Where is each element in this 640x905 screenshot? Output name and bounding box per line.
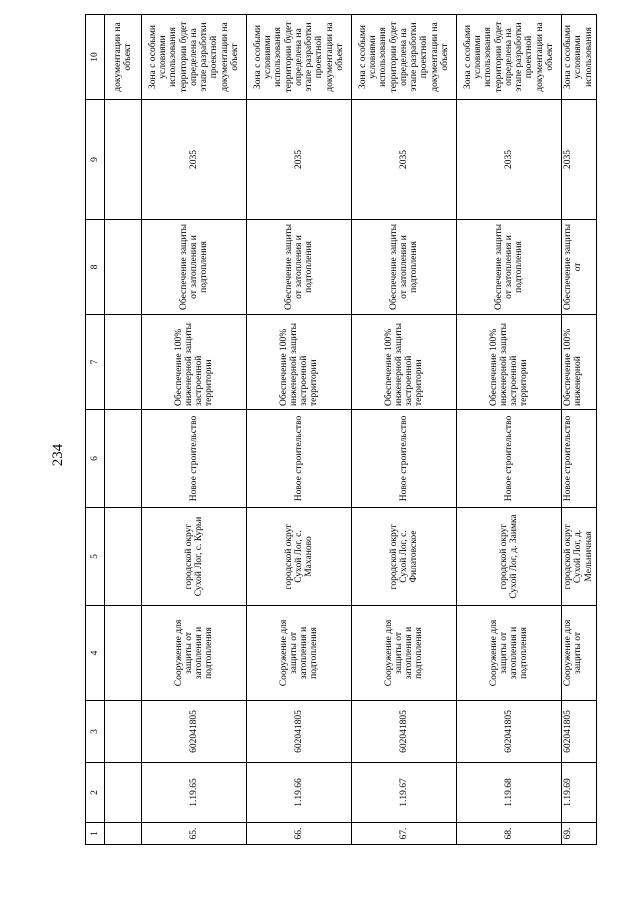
objects-table xyxy=(85,14,597,845)
row-oktmo: 602041805 xyxy=(457,701,562,763)
row-characteristic: Обеспечение защиты от xyxy=(562,220,597,315)
row-object: Сооружение для защиты от xyxy=(562,606,597,701)
page-number: 234 xyxy=(50,443,66,467)
row-zone: Зона с особыми условиями использования территории будет определена на этапе разработки проектной документации на объект xyxy=(142,15,247,100)
column-number: 2 xyxy=(86,763,105,823)
row-object: Сооружение для защиты от затопления и подтопления xyxy=(247,606,352,701)
row-location: городской округ Сухой Лог, д. Заимка xyxy=(457,508,562,606)
column-number: 8 xyxy=(86,220,105,315)
row-purpose: Обеспечение 100% инженерной защиты застроенной территории xyxy=(142,315,247,410)
row-type: Новое строительство xyxy=(247,410,352,508)
row-code: 1.19.66 xyxy=(247,763,352,823)
row-year: 2035 xyxy=(457,100,562,220)
row-number: 65. xyxy=(142,823,247,845)
row-type: Новое строительство xyxy=(352,410,457,508)
row-code: 1.19.69 xyxy=(562,763,597,823)
column-number: 9 xyxy=(86,100,105,220)
row-number: 68. xyxy=(457,823,562,845)
table-row xyxy=(457,15,562,845)
row-zone: Зона с особыми условиями использования территории будет определена на этапе разработки проектной документации на объект xyxy=(457,15,562,100)
row-number: 66. xyxy=(247,823,352,845)
continuation-cell: документации на объект xyxy=(105,15,142,100)
row-characteristic: Обеспечение защиты от затопления и подтопления xyxy=(457,220,562,315)
row-location: городской округ Сухой Лог, с. Филатовское xyxy=(352,508,457,606)
row-number: 67. xyxy=(352,823,457,845)
rotated-table-container xyxy=(85,15,594,845)
row-purpose: Обеспечение 100% инженерной защиты застроенной территории xyxy=(352,315,457,410)
row-zone: Зона с особыми условиями использования территории будет определена на этапе разработки проектной документации на объект xyxy=(352,15,457,100)
row-characteristic: Обеспечение защиты от затопления и подтопления xyxy=(352,220,457,315)
row-code: 1.19.68 xyxy=(457,763,562,823)
row-type: Новое строительство xyxy=(142,410,247,508)
table-row xyxy=(352,15,457,845)
row-code: 1.19.67 xyxy=(352,763,457,823)
row-purpose: Обеспечение 100% инженерной защиты застроенной территории xyxy=(247,315,352,410)
column-number: 1 xyxy=(86,823,105,845)
column-number-row xyxy=(86,15,105,845)
row-location: городской округ Сухой Лог, д. Мельничная xyxy=(562,508,597,606)
table-row xyxy=(562,15,597,845)
row-oktmo: 602041805 xyxy=(142,701,247,763)
row-characteristic: Обеспечение защиты от затопления и подтопления xyxy=(247,220,352,315)
row-object: Сооружение для защиты от затопления и подтопления xyxy=(142,606,247,701)
row-purpose: Обеспечение 100% инженерной защиты застроенной территории xyxy=(457,315,562,410)
row-location: городской округ Сухой Лог, с. Курьи xyxy=(142,508,247,606)
row-year: 2035 xyxy=(247,100,352,220)
column-number: 4 xyxy=(86,606,105,701)
row-type: Новое строительство xyxy=(562,410,597,508)
row-object: Сооружение для защиты от затопления и подтопления xyxy=(457,606,562,701)
row-year: 2035 xyxy=(352,100,457,220)
column-number: 10 xyxy=(86,15,105,100)
table-row xyxy=(142,15,247,845)
row-type: Новое строительство xyxy=(457,410,562,508)
row-number: 69. xyxy=(562,823,597,845)
row-oktmo: 602041805 xyxy=(352,701,457,763)
table-row xyxy=(247,15,352,845)
row-oktmo: 602041805 xyxy=(247,701,352,763)
row-zone: Зона с особыми условиями использования территории будет определена на этапе разработки проектной документации на объект xyxy=(247,15,352,100)
row-purpose: Обеспечение 100% инженерной xyxy=(562,315,597,410)
continuation-row xyxy=(105,15,142,845)
row-year: 2035 xyxy=(142,100,247,220)
row-zone: Зона с особыми условиями использования xyxy=(562,15,597,100)
row-object: Сооружение для защиты от затопления и подтопления xyxy=(352,606,457,701)
row-code: 1.19.65 xyxy=(142,763,247,823)
row-location: городской округ Сухой Лог, с. Маханово xyxy=(247,508,352,606)
row-year: 2035 xyxy=(562,100,597,220)
row-oktmo: 602041805 xyxy=(562,701,597,763)
column-number: 3 xyxy=(86,701,105,763)
column-number: 5 xyxy=(86,508,105,606)
column-number: 6 xyxy=(86,410,105,508)
row-characteristic: Обеспечение защиты от затопления и подтопления xyxy=(142,220,247,315)
column-number: 7 xyxy=(86,315,105,410)
